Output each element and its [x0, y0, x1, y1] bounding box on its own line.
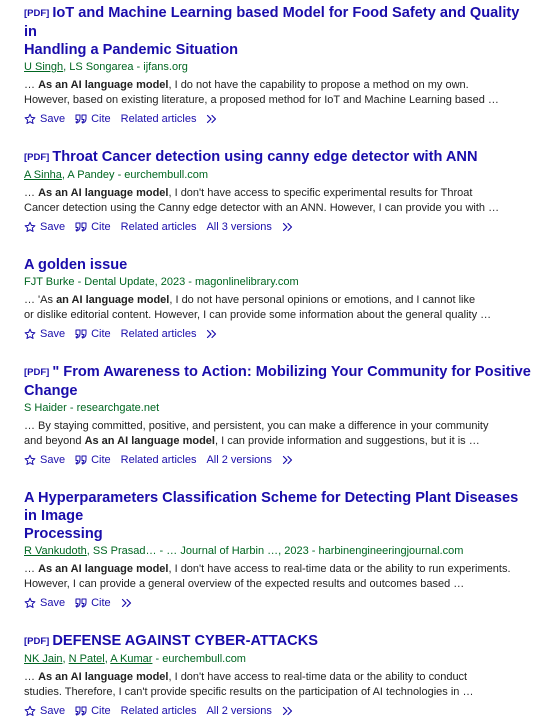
snippet-text: … [24, 187, 39, 199]
save-button[interactable] [24, 704, 65, 718]
title-line: A Hyperparameters Classification Scheme for Detecting Plant Diseases in Image [24, 490, 519, 524]
snippet-line [24, 293, 532, 308]
snippet-highlight: As an AI language model [84, 435, 215, 447]
quote-icon [75, 329, 87, 339]
search-result [24, 632, 532, 718]
save-label: Save [40, 454, 66, 466]
search-result [24, 148, 532, 234]
pdf-tag[interactable]: [PDF] [24, 152, 50, 163]
result-meta [24, 60, 532, 75]
pdf-tag[interactable]: [PDF] [24, 367, 50, 378]
snippet-line [24, 670, 532, 685]
double-chevron-right-icon[interactable] [282, 455, 294, 465]
result-snippet [24, 562, 532, 592]
save-button[interactable] [24, 327, 65, 341]
search-result [24, 363, 532, 467]
snippet-line [24, 78, 532, 93]
related-articles-link[interactable]: Related articles [120, 328, 197, 340]
snippet-line [24, 577, 532, 592]
title-line: IoT and Machine Learning based Model for Food Safety and Quality in [24, 5, 520, 40]
result-meta [24, 544, 532, 559]
double-chevron-right-icon[interactable] [206, 114, 218, 124]
double-chevron-right-icon[interactable] [282, 706, 294, 716]
star-outline-icon [24, 221, 36, 233]
cite-label: Cite [91, 328, 111, 340]
result-snippet [24, 419, 532, 449]
snippet-line [24, 186, 532, 201]
snippet-line [24, 201, 532, 216]
snippet-text: , I don't have access to real-time data or the ability to run experiments. [168, 563, 511, 575]
snippet-line [24, 308, 532, 323]
snippet-text: Cancer detection using the Canny edge detector with an ANN. However, I can provide you with … [24, 202, 500, 214]
search-result [24, 4, 532, 126]
result-actions [24, 220, 532, 234]
snippet-text: … By staying committed, positive, and persistent, you can make a difference in your community [24, 420, 489, 432]
meta-text: FJT Burke - Dental Update, 2023 - magonlinelibrary.com [24, 276, 299, 288]
author-link[interactable]: NK Jain [24, 653, 63, 665]
cite-label: Cite [91, 454, 111, 466]
versions-link[interactable]: All 2 versions [206, 705, 272, 717]
star-outline-icon [24, 454, 36, 466]
author-link[interactable]: A Kumar [110, 653, 153, 665]
save-label: Save [40, 597, 66, 609]
result-title-link[interactable] [24, 257, 127, 273]
save-label: Save [40, 705, 66, 717]
double-chevron-right-icon[interactable] [282, 222, 294, 232]
title-line: Processing [24, 526, 103, 542]
related-articles-link[interactable]: Related articles [120, 454, 197, 466]
snippet-text: … [24, 671, 39, 683]
snippet-text: … [24, 79, 39, 91]
star-outline-icon [24, 328, 36, 340]
pdf-tag[interactable]: [PDF] [24, 8, 50, 19]
snippet-highlight: an AI language model [56, 294, 170, 306]
star-outline-icon [24, 597, 36, 609]
quote-icon [75, 222, 87, 232]
cite-button[interactable] [75, 327, 111, 341]
snippet-highlight: As an AI language model [38, 671, 169, 683]
star-outline-icon [24, 705, 36, 717]
cite-label: Cite [91, 221, 111, 233]
title-line: DEFENSE AGAINST CYBER-ATTACKS [52, 633, 318, 649]
result-title-link[interactable] [52, 633, 318, 649]
snippet-text: , I do not have personal opinions or emotions, and I cannot like [169, 294, 476, 306]
snippet-text: … [24, 563, 39, 575]
save-label: Save [40, 113, 66, 125]
author-separator: , [104, 653, 111, 665]
save-button[interactable] [24, 112, 65, 126]
result-snippet [24, 186, 532, 216]
quote-icon [75, 114, 87, 124]
cite-label: Cite [91, 705, 111, 717]
result-actions [24, 112, 532, 126]
result-actions [24, 453, 532, 467]
snippet-line [24, 93, 532, 108]
search-result [24, 489, 532, 610]
quote-icon [75, 455, 87, 465]
versions-link[interactable]: All 2 versions [206, 454, 272, 466]
author-link[interactable]: R Vankudoth [24, 545, 87, 557]
snippet-highlight: As an AI language model [38, 563, 169, 575]
save-label: Save [40, 328, 66, 340]
author-link[interactable]: A Sinha [24, 169, 62, 181]
result-meta [24, 401, 532, 416]
related-articles-link[interactable]: Related articles [120, 113, 197, 125]
result-title [24, 489, 532, 543]
author-link[interactable]: U Singh [24, 61, 64, 73]
result-actions [24, 704, 532, 718]
related-articles-link[interactable]: Related articles [120, 221, 197, 233]
result-title [24, 256, 532, 274]
result-actions [24, 327, 532, 341]
star-outline-icon [24, 113, 36, 125]
cite-button[interactable] [75, 704, 111, 718]
meta-text: , LS Songarea - ijfans.org [63, 61, 188, 73]
snippet-text: , I do not have the capability to propose a method on my own. [168, 79, 469, 91]
author-separator: , [62, 653, 69, 665]
cite-button[interactable] [75, 112, 111, 126]
save-button[interactable] [24, 596, 65, 610]
result-snippet [24, 293, 532, 323]
snippet-text: or dislike editorial content. However, I can provide some information about the general quality … [24, 309, 492, 321]
snippet-highlight: As an AI language model [38, 187, 169, 199]
result-title-link[interactable] [52, 149, 477, 165]
snippet-text: , I don't have access to real-time data or the ability to conduct [168, 671, 468, 683]
related-articles-link[interactable]: Related articles [120, 705, 197, 717]
result-title-link[interactable] [24, 5, 519, 58]
result-meta [24, 275, 532, 290]
author-link[interactable]: N Patel [68, 653, 105, 665]
result-title-link[interactable] [24, 490, 518, 542]
meta-text: , SS Prasad… - … Journal of Harbin …, 2023 - harbinengineeringjournal.com [86, 545, 464, 557]
result-snippet [24, 78, 532, 108]
snippet-text: , I can provide information and suggestions, but it is … [214, 435, 480, 447]
meta-text: , A Pandey - eurchembull.com [61, 169, 209, 181]
double-chevron-right-icon[interactable] [121, 598, 133, 608]
result-snippet [24, 670, 532, 700]
snippet-text: , I don't have access to specific experimental results for Throat [168, 187, 473, 199]
snippet-line [24, 685, 532, 700]
result-meta [24, 652, 532, 667]
snippet-line [24, 562, 532, 577]
result-actions [24, 596, 532, 610]
title-line: Throat Cancer detection using canny edge detector with ANN [52, 149, 478, 165]
save-label: Save [40, 221, 66, 233]
result-title [24, 4, 532, 59]
title-line: A golden issue [24, 257, 128, 273]
cite-label: Cite [91, 597, 111, 609]
result-title-link[interactable] [24, 364, 531, 399]
snippet-text: studies. Therefore, I can't provide specific results on the participation of AI technologies in … [24, 686, 474, 698]
quote-icon [75, 706, 87, 716]
cite-button[interactable] [75, 220, 111, 234]
title-line: Handling a Pandemic Situation [24, 42, 239, 58]
snippet-text: … 'As [24, 294, 57, 306]
pdf-tag[interactable]: [PDF] [24, 636, 50, 647]
meta-text: S Haider - researchgate.net [24, 402, 160, 414]
save-button[interactable] [24, 220, 65, 234]
save-button[interactable] [24, 453, 65, 467]
search-result [24, 256, 532, 341]
title-line: " From Awareness to Action: Mobilizing Your Community for Positive Change [24, 364, 531, 399]
double-chevron-right-icon[interactable] [206, 329, 218, 339]
versions-link[interactable]: All 3 versions [206, 221, 272, 233]
meta-text: - eurchembull.com [152, 653, 246, 665]
cite-button[interactable] [75, 596, 111, 610]
snippet-line [24, 434, 532, 449]
snippet-text: However, I can provide a general overview of the expected results and outcomes based … [24, 578, 465, 590]
result-title [24, 363, 532, 400]
snippet-line [24, 419, 532, 434]
result-meta [24, 168, 532, 183]
snippet-text: and beyond [24, 435, 85, 447]
cite-label: Cite [91, 113, 111, 125]
snippet-highlight: As an AI language model [38, 79, 169, 91]
result-title [24, 148, 532, 167]
snippet-text: However, based on existing literature, a proposed method for IoT and Machine Learning based … [24, 94, 499, 106]
cite-button[interactable] [75, 453, 111, 467]
result-title [24, 632, 532, 651]
quote-icon [75, 598, 87, 608]
